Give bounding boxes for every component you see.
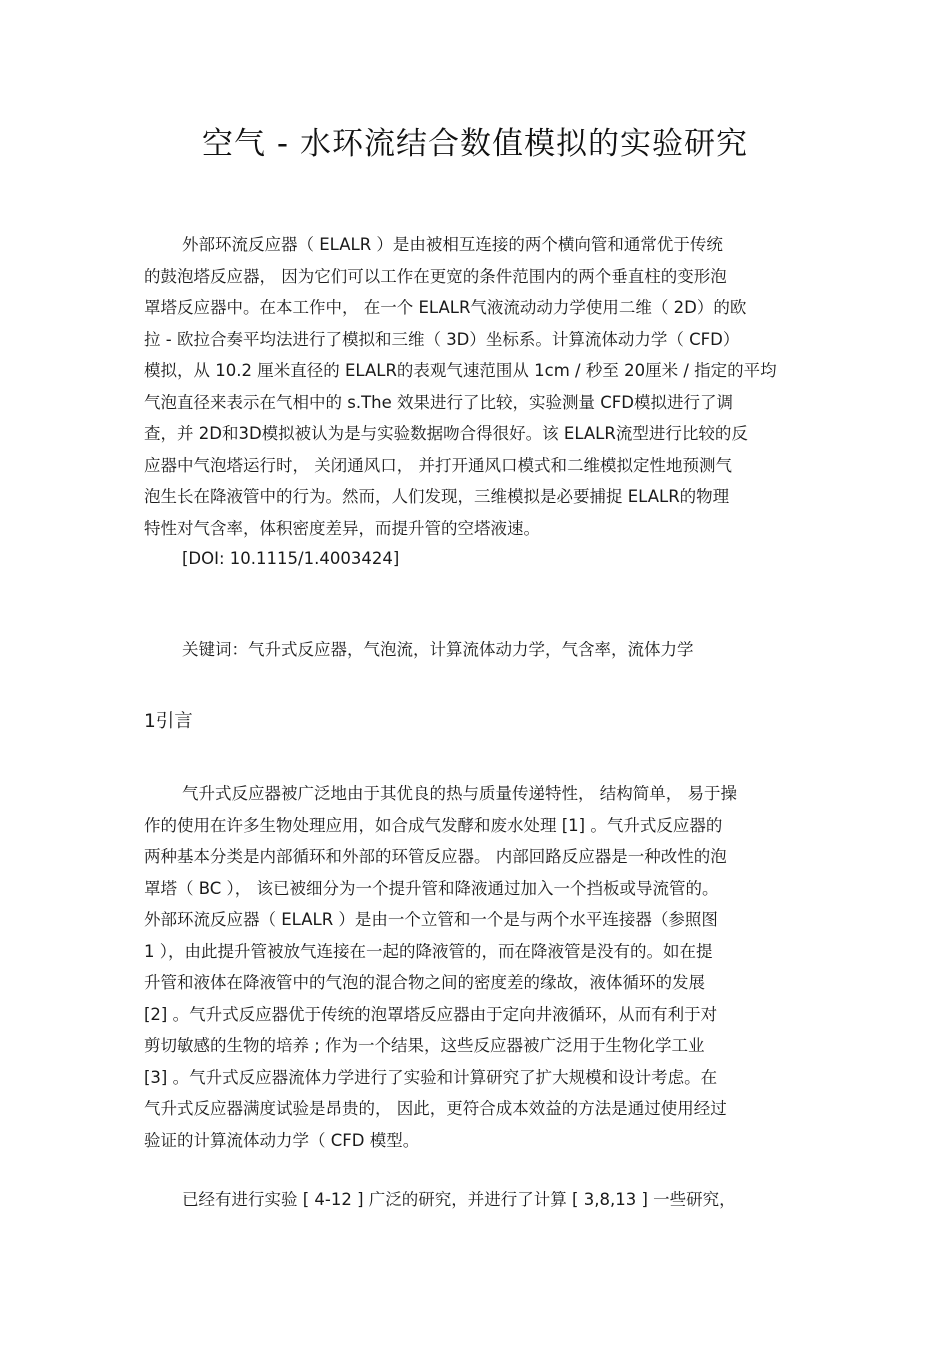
abstract-line: 模拟，从 10.2 厘米直径的 ELALR的表观气速范围从 1cm / 秒至 20厘米 / 指定的平均 — [144, 361, 777, 380]
abstract-line: 外部环流反应器（ ELALR ）是由被相互连接的两个横向管和通常优于传统 — [182, 235, 723, 254]
abstract-line: 泡生长在降液管中的行为。然而，人们发现，三维模拟是必要捕捉 ELALR的物理 — [144, 487, 730, 506]
intro-line: 气升式反应器被广泛地由于其优良的热与质量传递特性， 结构简单， 易于操 — [182, 784, 737, 803]
intro-line: [3] 。气升式反应器流体力学进行了实验和计算研究了扩大规模和设计考虑。在 — [144, 1067, 718, 1087]
abstract-line: 气泡直径来表示在气相中的 s.The 效果进行了比较，实验测量 CFD模拟进行了调 — [144, 392, 733, 412]
keywords-line: 关键词：气升式反应器，气泡流，计算流体动力学，气含率，流体力学 — [182, 640, 694, 659]
abstract — [144, 229, 809, 544]
intro-line: 气升式反应器满度试验是昂贵的， 因此，更符合成本效益的方法是通过使用经过 — [144, 1099, 727, 1118]
doi-reference: [DOI: 10.1115/1.4003424] — [182, 549, 400, 568]
abstract-line: 的鼓泡塔反应器， 因为它们可以工作在更宽的条件范围内的两个垂直柱的变形泡 — [144, 266, 727, 286]
abstract-line: 罩塔反应器中。在本工作中， 在一个 ELALR气液流动动力学使用二维（ 2D）的欧 — [144, 298, 747, 317]
intro-line: 1 ），由此提升管被放气连接在一起的降液管的，而在降液管是没有的。如在提 — [144, 941, 713, 961]
document-title: 空气 - 水环流结合数值模拟的实验研究 — [202, 126, 748, 162]
intro-line: 罩塔（ BC ）， 该已被细分为一个提升管和降液通过加入一个挡板或导流管的。 — [144, 878, 719, 898]
section-heading: 1引言 — [144, 711, 193, 732]
intro-line: 剪切敏感的生物的培养 ; 作为一个结果，这些反应器被广泛用于生物化学工业 — [144, 1036, 705, 1055]
introduction — [144, 778, 809, 1156]
intro-line: 已经有进行实验 [ 4-12 ] 广泛的研究，并进行了计算 [ 3,8,13 ] 一些研究， — [182, 1190, 736, 1209]
intro-paragraph-2 — [144, 1184, 809, 1216]
intro-line: 作的使用在许多生物处理应用，如合成气发酵和废水处理 [1] 。气升式反应器的 — [144, 815, 723, 835]
intro-line: 验证的计算流体动力学（ CFD 模型。 — [144, 1130, 420, 1150]
abstract-line: 查，并 2D和3D模拟被认为是与实验数据吻合得很好。该 ELALR流型进行比较的反 — [144, 424, 748, 443]
intro-line: 两种基本分类是内部循环和外部的环管反应器。 内部回路反应器是一种改性的泡 — [144, 847, 727, 866]
intro-line: 外部环流反应器（ ELALR ）是由一个立管和一个是与两个水平连接器（参照图 — [144, 910, 718, 929]
intro-line: [2] 。气升式反应器优于传统的泡罩塔反应器由于定向井液循环，从而有利于对 — [144, 1004, 718, 1024]
abstract-line: 特性对气含率，体积密度差异，而提升管的空塔液速。 — [144, 518, 540, 538]
abstract-line: 应器中气泡塔运行时， 关闭通风口， 并打开通风口模式和二维模拟定性地预测气 — [144, 455, 732, 475]
intro-line: 升管和液体在降液管中的气泡的混合物之间的密度差的缘故，液体循环的发展 — [144, 973, 705, 992]
abstract-line: 拉 - 欧拉合奏平均法进行了模拟和三维（ 3D）坐标系。计算流体动力学（ CFD） — [144, 329, 740, 349]
